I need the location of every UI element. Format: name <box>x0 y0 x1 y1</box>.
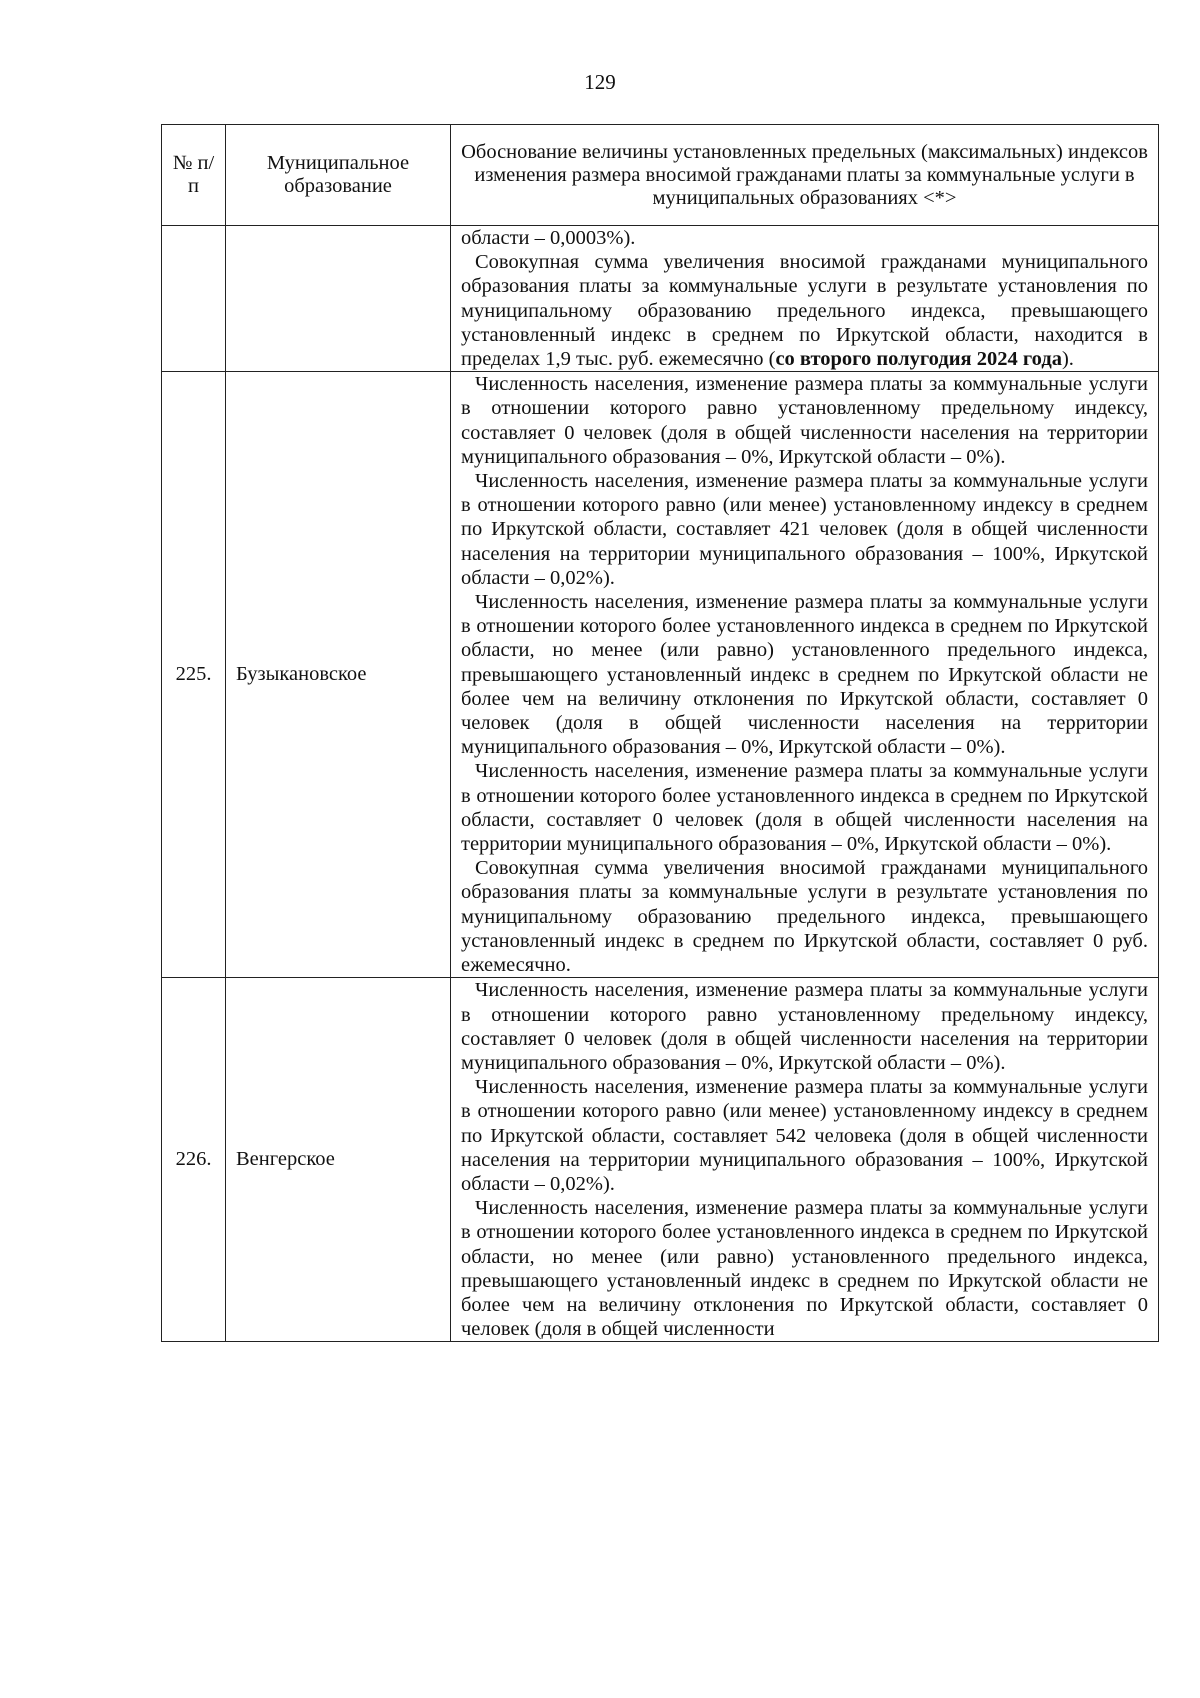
table-header-row <box>162 125 1159 226</box>
paragraph-text-end: ). <box>1061 348 1074 371</box>
paragraph: Численность населения, изменение размера платы за коммунальные услуги в отношении которого более установленного индекса в среднем по Иркутской области, составляет 0 человек (доля в общей численности населения на территории муниципального образования – 0%, Иркутской области – 0%). <box>461 760 1148 856</box>
header-num: № п/п <box>162 125 226 226</box>
header-municipality: Муниципальное образование <box>226 125 451 226</box>
paragraph <box>461 250 1148 371</box>
table-row <box>162 372 1159 978</box>
paragraph: Численность населения, изменение размера платы за коммунальные услуги в отношении которого равно (или менее) установленному индексу в среднем по Иркутской области, составляет 542 человека (доля в общей численности населения на территории муниципального образования – 100%, Иркутской области – 0,02%). <box>461 1076 1148 1195</box>
row-justification <box>451 372 1159 978</box>
table-row <box>162 978 1159 1342</box>
row-num: 225. <box>162 372 226 978</box>
paragraph: Численность населения, изменение размера платы за коммунальные услуги в отношении которого равно установленному предельному индексу, составляет 0 человек (доля в общей численности населения на территории муниципального образования – 0%, Иркутской области – 0%). <box>461 979 1148 1074</box>
table-row <box>162 226 1159 372</box>
tariff-index-table <box>161 124 1159 1342</box>
paragraph: Численность населения, изменение размера платы за коммунальные услуги в отношении которого равно (или менее) установленному индексу в среднем по Иркутской области, составляет 421 человек (доля в общей численности населения на территории муниципального образования – 100%, Иркутской области – 0,02%). <box>461 470 1148 589</box>
paragraph: области – 0,0003%). <box>461 227 636 249</box>
row-justification <box>451 226 1159 372</box>
paragraph: Численность населения, изменение размера платы за коммунальные услуги в отношении которого более установленного индекса в среднем по Иркутской области, но менее (или равно) установленного предельного индекса, превышающего установленный индекс в среднем по Иркутской области не более чем на величину отклонения по Иркутской области, составляет 0 человек (доля в общей численности <box>461 1197 1148 1341</box>
row-num <box>162 226 226 372</box>
paragraph: Совокупная сумма увеличения вносимой гражданами муниципального образования платы за коммунальные услуги в результате установления по муниципальному образованию предельного индекса, превышающего установленный индекс в среднем по Иркутской области, составляет 0 руб. ежемесячно. <box>461 857 1148 977</box>
paragraph-text: Совокупная сумма увеличения вносимой гражданами муниципального образования платы за коммунальные услуги в результате установления по муниципальному образованию предельного индекса, превышающего установленный индекс в среднем по Иркутской области, находится в пределах 1,9 тыс. руб. ежемесячно ( <box>461 251 1148 371</box>
row-municipality <box>226 226 451 372</box>
row-municipality: Венгерское <box>226 978 451 1342</box>
row-justification <box>451 978 1159 1342</box>
page-number: 129 <box>584 70 616 94</box>
bold-period-text: со второго полугодия 2024 года <box>775 348 1062 371</box>
row-municipality: Бузыкановское <box>226 372 451 978</box>
paragraph: Численность населения, изменение размера платы за коммунальные услуги в отношении которого более установленного индекса в среднем по Иркутской области, но менее (или равно) установленного предельного индекса, превышающего установленный индекс в среднем по Иркутской области не более чем на величину отклонения по Иркутской области, составляет 0 человек (доля в общей численности населения на территории муниципального образования – 0%, Иркутской области – 0%). <box>461 591 1148 759</box>
header-justification: Обоснование величины установленных предельных (максимальных) индексов изменения размера вносимой гражданами платы за коммунальные услуги в муниципальных образованиях <*> <box>451 125 1159 226</box>
paragraph: Численность населения, изменение размера платы за коммунальные услуги в отношении которого равно установленному предельному индексу, составляет 0 человек (доля в общей численности населения на территории муниципального образования – 0%, Иркутской области – 0%). <box>461 373 1148 468</box>
row-num: 226. <box>162 978 226 1342</box>
